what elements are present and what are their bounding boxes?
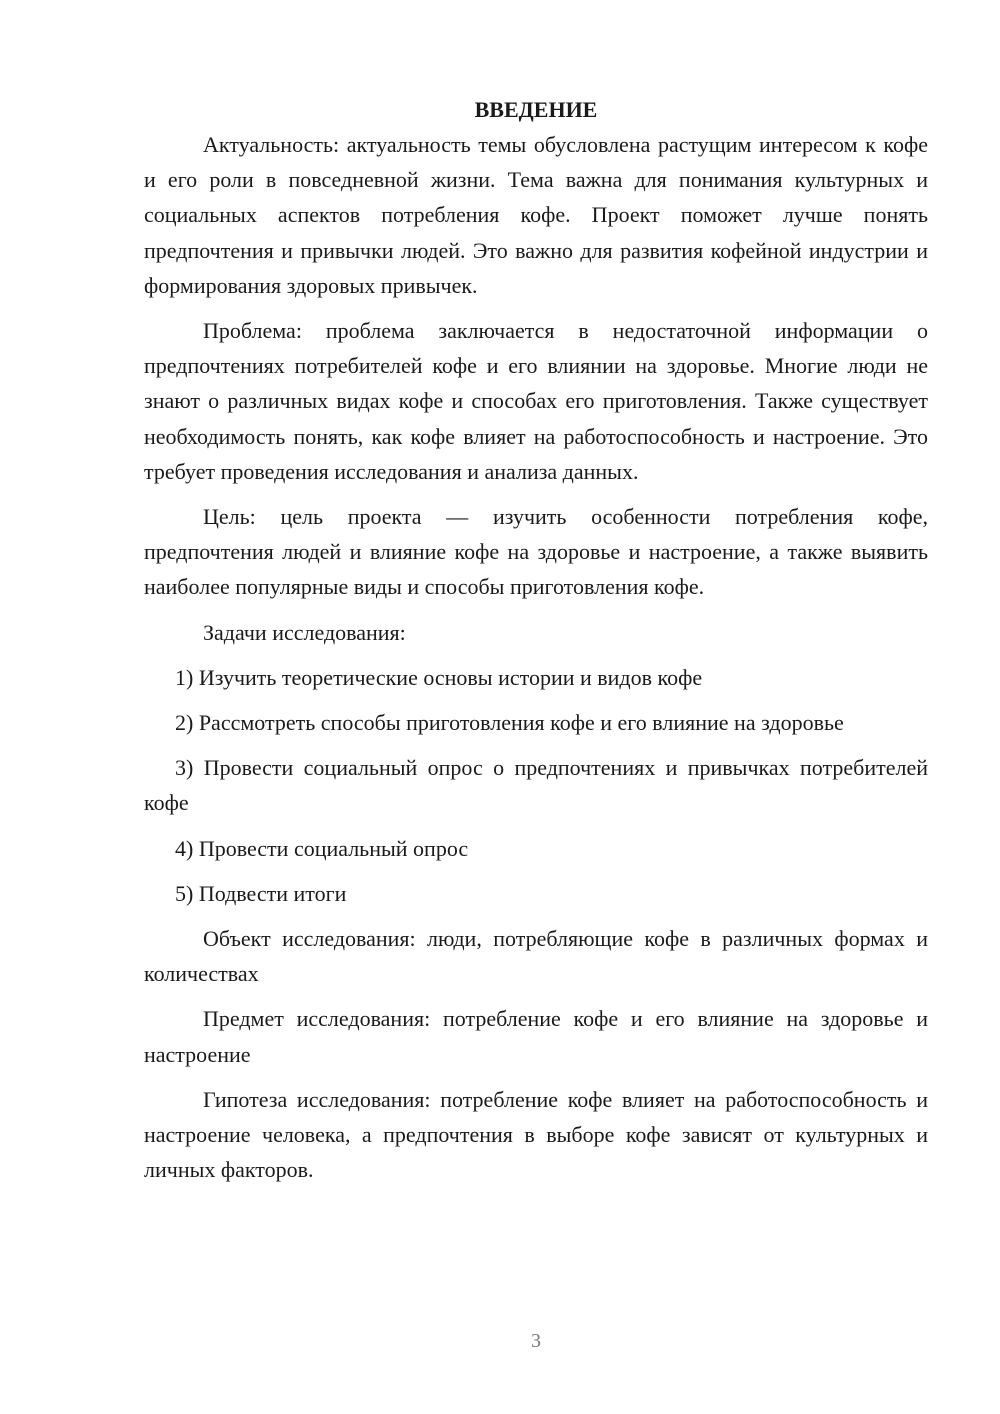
page-title: ВВЕДЕНИЕ [474, 97, 598, 122]
hypothesis-paragraph: Гипотеза исследования: потребление кофе влияет на работоспособность и настроение человека, а предпочтения в выборе кофе зависят от культурных и личных факторов. [144, 1086, 928, 1183]
goal-paragraph: Цель: цель проекта — изучить особенности потребления кофе, предпочтения людей и влияние кофе на здоровье и настроение, а также выявить наиболее популярные виды и способы приготовления кофе. [144, 504, 928, 600]
task-item: 5) Подвести итоги [175, 880, 347, 906]
object-paragraph: Объект исследования: люди, потребляющие кофе в различных формах и количествах [144, 926, 928, 987]
tasks-title: Задачи исследования: [203, 619, 406, 645]
document-page [144, 92, 928, 1197]
page-number: 3 [531, 1330, 541, 1352]
problem-paragraph: Проблема: проблема заключается в недостаточной информации о предпочтениях потребителей кофе и его влиянии на здоровье. Многие люди не знают о различных видах кофе и способах его приготовления. Также существует необходимость понять, как кофе влияет на работоспособность и настроение. Это требует проведения исследования и анализа данных. [144, 318, 928, 484]
task-item: 2) Рассмотреть способы приготовления кофе и его влияние на здоровье [175, 710, 844, 736]
relevance-paragraph: Актуальность: актуальность темы обусловлена растущим интересом к кофе и его роли в повседневной жизни. Тема важна для понимания культурных и социальных аспектов потребления кофе. Проект поможет лучше понять предпочтения и привычки людей. Это важно для развития кофейной индустрии и формирования здоровых привычек. [144, 132, 928, 298]
task-item: 3) Провести социальный опрос о предпочтениях и привычках потребителей кофе [144, 755, 928, 816]
task-item: 1) Изучить теоретические основы истории и видов кофе [175, 664, 703, 690]
task-item: 4) Провести социальный опрос [175, 835, 469, 861]
subject-paragraph: Предмет исследования: потребление кофе и его влияние на здоровье и настроение [144, 1006, 928, 1067]
